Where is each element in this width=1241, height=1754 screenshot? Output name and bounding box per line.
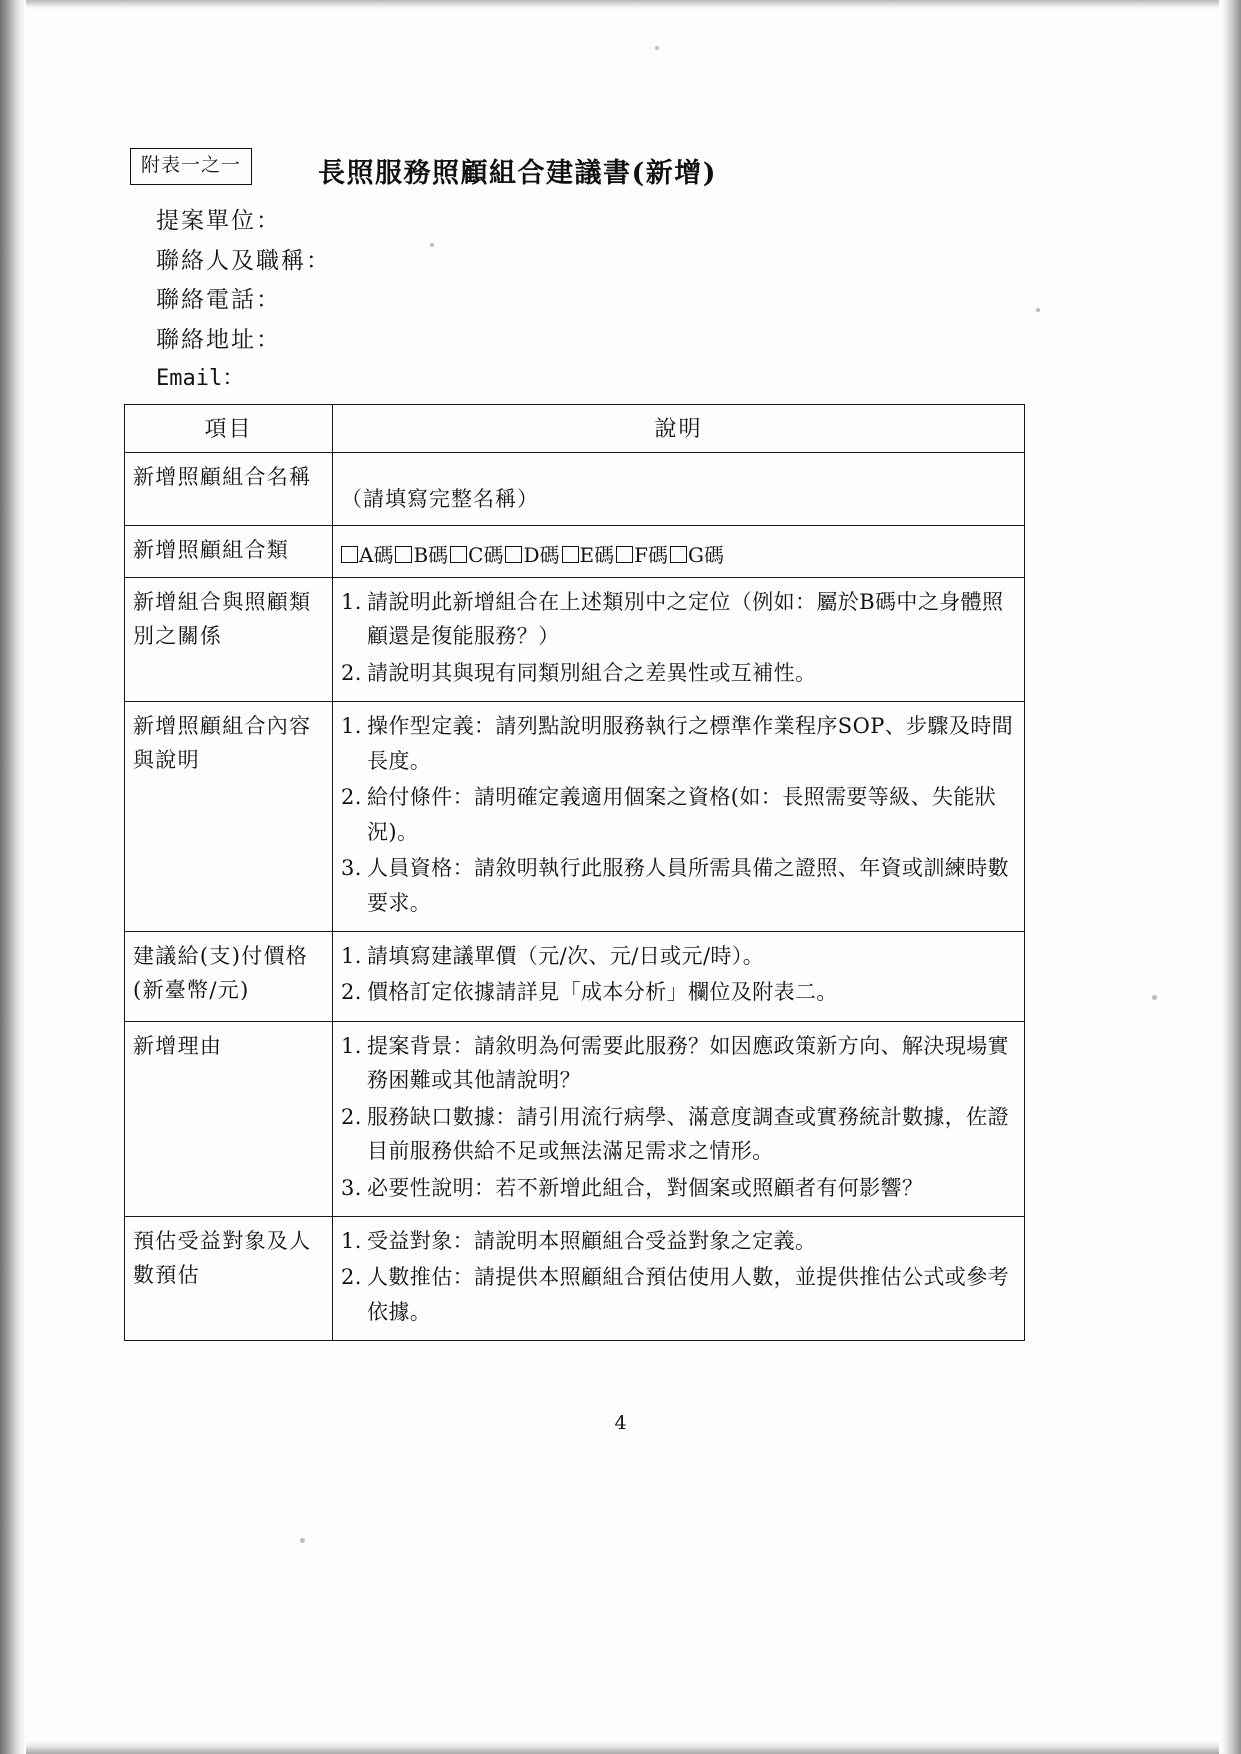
field-proposing-unit: 提案單位： — [156, 208, 281, 234]
list-text: 價格訂定依據請詳見「成本分析」欄位及附表二。 — [367, 980, 838, 1005]
list-item — [341, 851, 1016, 920]
column-header-item: 項目 — [125, 405, 333, 453]
checkbox-label-e: E碼 — [579, 543, 615, 568]
contact-field-list — [156, 202, 1024, 398]
page-number: 4 — [614, 1412, 627, 1434]
list-text: 請說明此新增組合在上述類別中之定位（例如：屬於B碼中之身體照顧還是復能服務？） — [367, 590, 1004, 649]
attachment-number-box: 附表一之一 — [130, 148, 252, 185]
list-number: 1. — [341, 1229, 362, 1254]
list-item — [341, 709, 1016, 778]
list-number: 2. — [341, 980, 362, 1005]
row-label: 新增照顧組合名稱 — [133, 465, 312, 490]
placeholder-note: （請填寫完整名稱） — [341, 487, 539, 512]
checkbox-d[interactable] — [505, 546, 522, 563]
list-text: 服務缺口數據：請引用流行病學、滿意度調查或實務統計數據，佐證目前服務供給不足或無法滿足需求之情形。 — [367, 1104, 1009, 1164]
list-text: 受益對象：請說明本照顧組合受益對象之定義。 — [367, 1229, 817, 1254]
list-text: 人員資格：請敘明執行此服務人員所需具備之證照、年資或訓練時數要求。 — [367, 856, 1009, 915]
checkbox-label-b: B碼 — [413, 543, 449, 568]
list-item — [341, 780, 1016, 849]
checkbox-c[interactable] — [450, 546, 467, 563]
row-label-cell — [125, 578, 333, 702]
checkbox-label-c: C碼 — [468, 543, 504, 568]
row-content-cell — [333, 453, 1025, 526]
page-bottom-edge — [0, 1740, 1241, 1754]
list-item — [341, 585, 1016, 654]
list-number: 3. — [341, 1175, 362, 1200]
checkbox-label-g: G碼 — [688, 543, 724, 568]
row-content-cell — [333, 1217, 1025, 1341]
table-row-estimated-beneficiaries — [125, 1217, 1025, 1341]
row-label: 新增理由 — [133, 1033, 223, 1058]
row-label: 新增照顧組合類 — [133, 538, 290, 563]
list-number: 2. — [341, 1265, 362, 1290]
list-text: 必要性說明：若不新增此組合，對個案或照顧者有何影響？ — [367, 1175, 924, 1200]
row-content-cell — [333, 1021, 1025, 1216]
field-contact-address: 聯絡地址： — [156, 326, 281, 353]
list-number: 1. — [341, 714, 362, 739]
list-text: 給付條件：請明確定義適用個案之資格(如：長照需要等級、失能狀況)。 — [367, 785, 997, 844]
checkbox-label-a: A碼 — [359, 543, 394, 568]
table-row-content-description — [125, 702, 1025, 932]
document-header — [124, 148, 1024, 190]
checkbox-label-f: F碼 — [634, 543, 669, 568]
row-content-cell — [333, 526, 1025, 578]
list-item — [341, 939, 1016, 973]
list-number: 1. — [341, 1033, 362, 1058]
row-label-cell — [125, 453, 333, 526]
document-content — [124, 148, 1024, 1341]
table-row-combination-name — [125, 453, 1025, 526]
list-item — [341, 1029, 1016, 1098]
checkbox-f[interactable] — [616, 546, 633, 563]
list-item — [341, 975, 1016, 1009]
field-email: Email： — [156, 366, 245, 392]
row-label-cell — [125, 1217, 333, 1341]
list-text: 提案背景：請敘明為何需要此服務？如因應政策新方向、解決現場實務困難或其他請說明？ — [367, 1033, 1009, 1093]
list-number: 2. — [341, 1104, 362, 1129]
checkbox-a[interactable] — [341, 546, 358, 563]
row-label-cell — [125, 526, 333, 578]
table-header-row — [125, 405, 1025, 453]
field-contact-phone: 聯絡電話： — [156, 287, 281, 314]
table-row-combination-category — [125, 526, 1025, 578]
row-label: 建議給(支)付價格(新臺幣/元) — [133, 943, 309, 1002]
field-contact-person: 聯絡人及職稱： — [156, 247, 331, 274]
row-content-cell — [333, 578, 1025, 702]
row-label-cell — [125, 1021, 333, 1216]
table-row-suggested-price — [125, 931, 1025, 1021]
checkbox-g[interactable] — [670, 546, 687, 563]
list-text: 請填寫建議單價（元/次、元/日或元/時）。 — [367, 943, 765, 968]
list-number: 2. — [341, 785, 362, 810]
description-list — [341, 939, 1016, 1010]
row-label-cell — [125, 931, 333, 1021]
description-list — [341, 709, 1016, 920]
list-number: 3. — [341, 856, 362, 881]
row-content-cell — [333, 702, 1025, 932]
row-content-cell — [333, 931, 1025, 1021]
list-item — [341, 656, 1016, 690]
description-list — [341, 585, 1016, 690]
description-list — [341, 1029, 1016, 1205]
list-text: 操作型定義：請列點說明服務執行之標準作業程序SOP、步驟及時間長度。 — [367, 714, 1014, 773]
row-label: 新增照顧組合內容與說明 — [133, 714, 312, 773]
list-item — [341, 1100, 1016, 1169]
list-item — [341, 1224, 1016, 1258]
list-number: 2. — [341, 660, 362, 685]
list-text: 人數推估：請提供本照顧組合預估使用人數，並提供推估公式或參考依據。 — [367, 1265, 1009, 1324]
column-header-description: 說明 — [333, 405, 1025, 453]
proposal-form-table — [124, 404, 1025, 1341]
category-checkbox-group — [341, 533, 1016, 568]
row-label-cell — [125, 702, 333, 932]
table-row-category-relationship — [125, 578, 1025, 702]
checkbox-b[interactable] — [395, 546, 412, 563]
list-item — [341, 1171, 1016, 1205]
list-item — [341, 1260, 1016, 1329]
row-label: 預估受益對象及人數預估 — [133, 1229, 312, 1288]
list-number: 1. — [341, 943, 362, 968]
checkbox-e[interactable] — [562, 546, 579, 563]
list-text: 請說明其與現有同類別組合之差異性或互補性。 — [367, 660, 817, 685]
row-label: 新增組合與照顧類別之關係 — [133, 590, 312, 649]
page-title: 長照服務照顧組合建議書(新增) — [318, 158, 718, 189]
checkbox-label-d: D碼 — [523, 543, 560, 568]
list-number: 1. — [341, 590, 362, 615]
description-list — [341, 1224, 1016, 1329]
table-row-reason — [125, 1021, 1025, 1216]
